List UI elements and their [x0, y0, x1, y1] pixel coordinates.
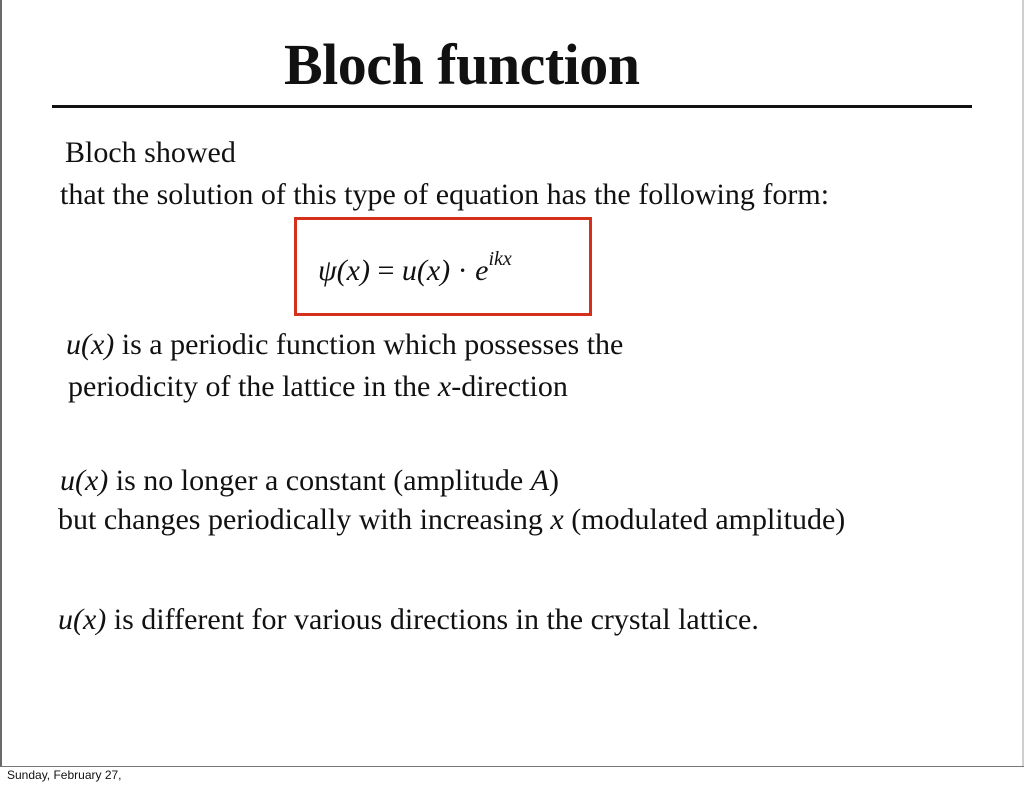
equation-equals: =: [369, 254, 402, 287]
footer-bar: [0, 766, 1024, 788]
intro-line-2: that the solution of this type of equation has the following form:: [60, 178, 830, 211]
equation-base: e: [475, 254, 489, 287]
periodic-line-2: [68, 372, 568, 402]
footer-date: Sunday, February 27,: [7, 768, 122, 782]
slide-left-border: [0, 0, 2, 766]
amplitude-line-2: [58, 505, 845, 535]
direction-line-text: is different for various directions in the crystal lattice.: [106, 603, 759, 636]
equation-exponent: ikx: [488, 248, 512, 270]
periodic-line-1-math: u(x): [66, 328, 115, 361]
amplitude-line-2-math: x: [550, 503, 564, 536]
amplitude-line-2-suffix: (modulated amplitude): [563, 503, 846, 536]
periodic-line-1: [66, 330, 623, 360]
amplitude-line-1: [60, 466, 559, 496]
periodic-line-2-prefix: periodicity of the lattice in the: [68, 370, 438, 403]
slide-title: Bloch function: [284, 32, 640, 97]
amplitude-line-1-math2: A: [530, 464, 550, 497]
periodic-line-2-suffix: -direction: [451, 370, 568, 403]
title-underline: [52, 105, 972, 108]
periodic-line-2-math: x: [437, 370, 452, 403]
amplitude-line-1-math: u(x): [60, 464, 109, 497]
intro-line-1: Bloch showed: [65, 136, 236, 169]
equation-dot: ·: [450, 254, 476, 287]
amplitude-line-1-text: is no longer a constant (amplitude: [108, 464, 531, 497]
direction-line-math: u(x): [58, 603, 107, 636]
bloch-equation: [318, 248, 512, 288]
direction-line: [58, 605, 759, 635]
amplitude-line-1-close: ): [549, 464, 560, 497]
equation-rhs: u(x): [401, 254, 451, 287]
equation-lhs: ψ(x): [318, 254, 370, 287]
amplitude-line-2-prefix: but changes periodically with increasing: [58, 503, 551, 536]
periodic-line-1-text: is a periodic function which possesses the: [114, 328, 624, 361]
